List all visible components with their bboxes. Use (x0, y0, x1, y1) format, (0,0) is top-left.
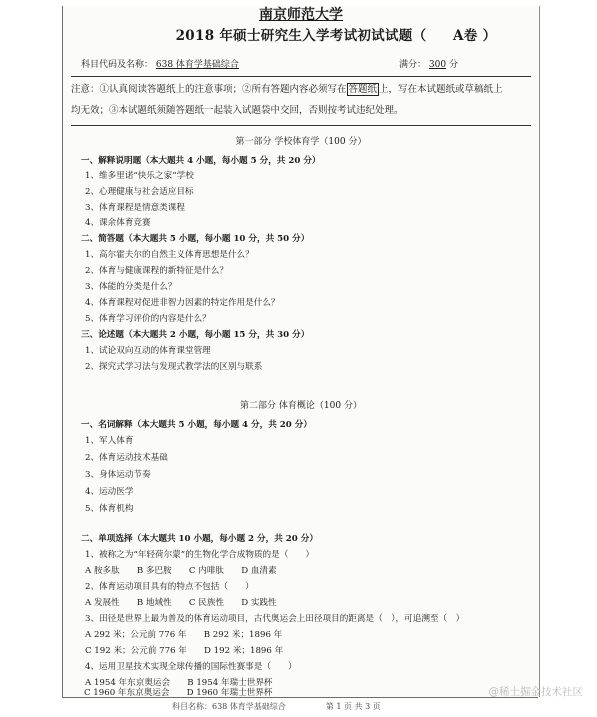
exam-title-text: 2018 年硕士研究生入学考试初试试题（ (175, 28, 427, 44)
list-item: 1、军人体育 (85, 436, 134, 446)
notice-text-a: 注意：①认真阅读答题纸上的注意事项；②所有答题内容必须写在 (71, 84, 347, 95)
header-rule (71, 76, 531, 77)
list-item: 3、体能的分类是什么？ (85, 282, 177, 292)
list-item: 2、体育运动技术基础 (85, 453, 168, 463)
part1-sec2-title: 二、简答题（本大题共 5 小题，每小题 10 分，共 50 分） (81, 234, 310, 244)
list-item-last: C 1960 年东京奥运会 D 1960 年瑞士世界杯 (84, 688, 273, 698)
list-item: 2、探究式学习法与发现式教学法的区别与联系 (85, 362, 263, 372)
list-item: 3、体育课程是情意类课程 (85, 203, 185, 213)
list-item: 1、被称之为“年轻荷尔蒙”的生物化学合成物质的是（ ） (85, 550, 315, 560)
list-item: 1、维多里诺“快乐之家”学校 (85, 171, 194, 181)
part2-heading: 第二部分 体育概论（100 分） (240, 401, 362, 411)
list-item: A 292 米；公元前 776 年 B 292 米；1896 年 (85, 630, 283, 640)
list-item: A 胺多肽 B 多巴胺 C 内啡肽 D 血清素 (85, 566, 277, 576)
notice-line-1 (71, 85, 503, 95)
list-item: 4、运动医学 (85, 487, 134, 497)
list-item: 4、课余体育竞赛 (85, 218, 151, 228)
list-item: 2、体育与健康课程的新特征是什么？ (85, 266, 228, 276)
part2-sec1-title: 一、名词解释（本大题共 5 小题，每小题 4 分，共 20 分） (81, 420, 312, 430)
list-item: 5、体育学习评价的内容是什么？ (85, 314, 211, 324)
paper-version: A卷 ） (453, 28, 497, 44)
score-line (399, 61, 458, 70)
list-item: 4、体育课程对促进非智力因素的特定作用是什么？ (85, 298, 280, 308)
list-item: 3、身体运动节奏 (85, 470, 151, 480)
list-item: A 发展性 B 地域性 C 民族性 D 实践性 (85, 598, 277, 608)
list-item: 2、心理健康与社会适应目标 (85, 187, 194, 197)
university-name: 南京师范大学 (259, 7, 343, 23)
notice-rule (71, 125, 531, 126)
notice-line-2: 均无效；③本试题纸须随答题纸一起装入试题袋中交回，否则按考试违纪处理。 (71, 105, 404, 116)
list-item: 1、高尔霍夫尔的自然主义体育思想是什么？ (85, 250, 254, 260)
list-item: 3、田径是世界上最为普及的体育运动项目，古代奥运会上田径项目的距离是（ ），可追溯至（ ） (85, 614, 465, 624)
score-label: 满分： (399, 60, 427, 70)
part1-sec1-title: 一、解释说明题（本大题共 4 小题，每小题 5 分，共 20 分） (81, 156, 321, 166)
list-item: 1、试论双向互动的体育课堂管理 (85, 346, 211, 356)
watermark: @稀土掘金技术社区 (488, 686, 583, 698)
list-item: 5、体育机构 (85, 504, 134, 514)
notice-boxed-word: 答题纸 (348, 84, 378, 95)
subject-value: 638 体育学基础综合 (155, 60, 239, 70)
list-item: 4、运用卫星技术实现全球传播的国际性赛事是（ ） (85, 662, 297, 672)
notice-text-b: 上，写在本试题纸或草稿纸上 (379, 84, 503, 95)
score-unit: 分 (448, 60, 458, 70)
list-item: C 192 米；公元前 776 年 D 192 米；1896 年 (85, 646, 284, 656)
list-item: 2、体育运动项目具有的特点不包括（ ） (85, 582, 254, 592)
score-value: 300 (428, 60, 447, 70)
list-item: A 1954 年东京奥运会 B 1954 年瑞士世界杯 (85, 678, 273, 688)
part2-sec2-title: 二、单项选择（本大题共 10 小题，每小题 2 分，共 20 分） (81, 534, 318, 544)
exam-title (63, 30, 539, 44)
part1-sec3-title: 三、论述题（本大题共 2 小题，每小题 15 分，共 30 分） (81, 330, 310, 340)
subject-label: 科目代码及名称： (81, 60, 154, 70)
part1-heading: 第一部分 学校体育学（100 分） (235, 137, 367, 147)
page-footer: 科目名称：638 体育学基础综合 第 1 页 共 3 页 (172, 702, 381, 711)
exam-paper (62, 6, 540, 697)
subject-line (81, 61, 239, 70)
